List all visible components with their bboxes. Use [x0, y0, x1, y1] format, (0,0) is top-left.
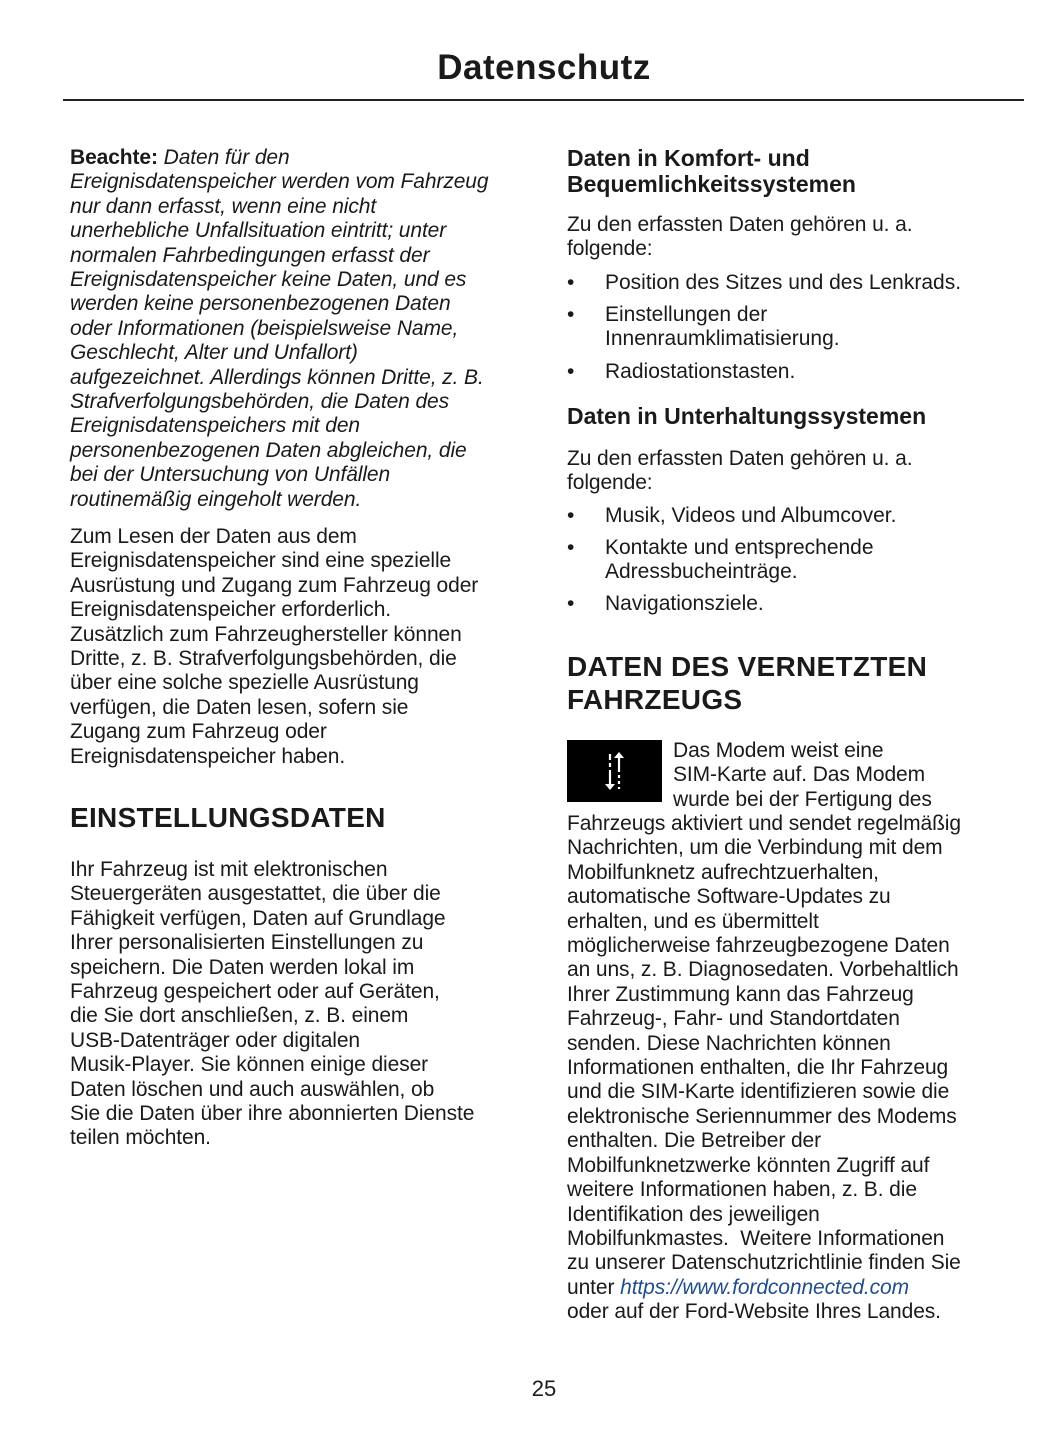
- bullet: •: [567, 592, 575, 615]
- entertainment-heading: Daten in Unterhaltungssystemen: [567, 403, 927, 429]
- connected-vehicle-heading: DATEN DES VERNETZTEN FAHRZEUGS: [567, 651, 928, 715]
- list-item-text: Position des Sitzes und des Lenkrads.: [605, 271, 962, 294]
- note-text: Daten für den Ereignisdatenspeicher werden vom Fahrzeug nur dann erfasst, wenn eine nicht unerhebliche Unfallsituation eintritt; unter normalen Fahrbedingungen erfasst der Ereignisdatenspeicher keine Daten, und es werden keine personenbezogenen Daten oder Informationen (beispielsweise Name, Geschlecht, Alter und Unfallort) aufgezeichnet. Allerdings können Dritte, z. B. Strafverfolgungsbehörden, die Daten des Ereignisdatenspeichers mit den personenbezogenen Daten abgleichen, die bei der Untersuchung von Unfällen routinemäßig eingeholt werden.: [70, 146, 489, 511]
- note-label: Beachte:: [70, 146, 158, 169]
- bullet: •: [567, 303, 575, 326]
- page-title: Datenschutz: [437, 48, 651, 87]
- link-prefix: unter: [567, 1276, 621, 1299]
- list-item-text: Radiostationstasten.: [605, 360, 796, 383]
- list-item-text: Einstellungen der Innenraumklimatisierung.: [605, 303, 840, 351]
- bullet: •: [567, 504, 575, 527]
- data-transfer-arrows-icon: [567, 740, 662, 802]
- comfort-heading: Daten in Komfort- und Bequemlichkeitssystemen: [567, 145, 856, 197]
- edr-reading-paragraph: Zum Lesen der Daten aus dem Ereignisdatenspeicher sind eine spezielle Ausrüstung und Zugang zum Fahrzeug oder Ereignisdatenspeicher erforderlich. Zusätzlich zum Fahrzeughersteller können Dritte, z. B. Strafverfolgungsbehörden, die über eine solche spezielle Ausrüstung verfügen, die Daten lesen, sofern sie Zugang zum Fahrzeug oder Ereignisdatenspeicher haben.: [70, 525, 479, 768]
- entertainment-intro: Zu den erfassten Daten gehören u. a. folgende:: [567, 447, 913, 495]
- bullet: •: [567, 536, 575, 559]
- closing-line: oder auf der Ford-Website Ihres Landes.: [567, 1300, 941, 1323]
- list-item-text: Kontakte und entsprechende Adressbucheinträge.: [605, 536, 874, 584]
- bullet: •: [567, 360, 575, 383]
- settings-data-heading: EINSTELLUNGSDATEN: [70, 802, 386, 833]
- fordconnected-link[interactable]: https://www.fordconnected.com: [620, 1276, 910, 1299]
- page-number: 25: [531, 1376, 557, 1401]
- bullet: •: [567, 271, 575, 294]
- modem-paragraph: Fahrzeugs aktiviert und sendet regelmäßig Nachrichten, um die Verbindung mit dem Mobilfunknetz aufrechtzuerhalten, automatische Software-Updates zu erhalten, und es übermittelt möglicherweise fahrzeugbezogene Daten an uns, z. B. Diagnosedaten. Vorbehaltlich Ihrer Zustimmung kann das Fahrzeug Fahrzeug-, Fahr- und Standortdaten senden. Diese Nachrichten können Informationen enthalten, die Ihr Fahrzeug und die SIM-Karte identifizieren sowie die elektronische Seriennummer des Modems enthalten. Die Betreiber der Mobilfunknetzwerke könnten Zugriff auf weitere Informationen haben, z. B. die Identifikation des jeweiligen Mobilfunkmastes. Weitere Informationen zu unserer Datenschutzrichtlinie finden Sie: [567, 812, 961, 1275]
- list-item-text: Navigationsziele.: [605, 592, 764, 615]
- title-divider: [63, 99, 1024, 101]
- note-paragraph: [70, 146, 488, 512]
- comfort-intro: Zu den erfassten Daten gehören u. a. folgende:: [567, 213, 913, 261]
- link-line: [567, 1276, 909, 1300]
- settings-data-paragraph: Ihr Fahrzeug ist mit elektronischen Steuergeräten ausgestattet, die über die Fähigkeit verfügen, Daten auf Grundlage Ihrer personalisierten Einstellungen zu speichern. Die Daten werden lokal im Fahrzeug gespeichert oder auf Geräten, die Sie dort anschließen, z. B. einem USB-Datenträger oder digitalen Musik-Player. Sie können einige dieser Daten löschen und auch auswählen, ob Sie die Daten über ihre abonnierten Dienste teilen möchten.: [70, 858, 475, 1150]
- list-item-text: Musik, Videos und Albumcover.: [605, 504, 897, 527]
- modem-intro: Das Modem weist eine SIM-Karte auf. Das Modem wurde bei der Fertigung des: [673, 739, 932, 811]
